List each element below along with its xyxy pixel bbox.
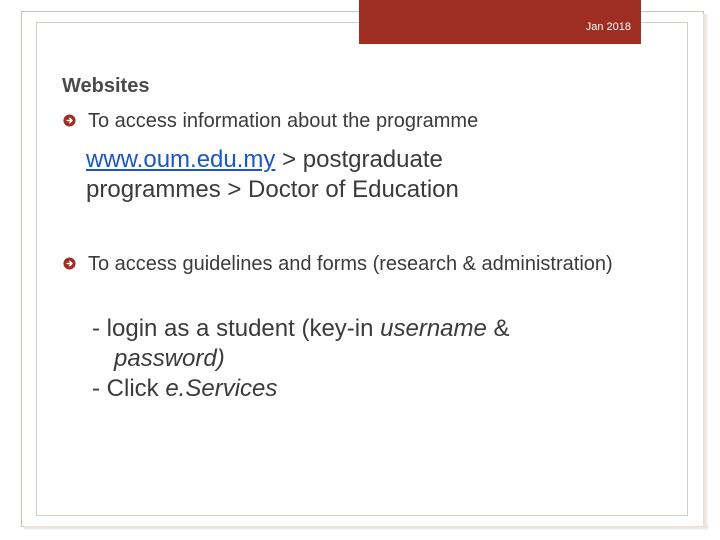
step1-prefix: - login as a student (key-in (92, 315, 381, 342)
step1-suffix: & (486, 315, 510, 342)
bullet-access-guidelines-text: To access guidelines and forms (research & administration) (88, 253, 613, 275)
step1-username: username (380, 315, 487, 342)
arrow-circle-right-icon (63, 257, 76, 270)
frame-shadow-bottom (24, 526, 708, 530)
login-steps (92, 314, 652, 404)
slide-heading: Websites (62, 75, 150, 97)
frame-shadow-right (703, 14, 708, 528)
date-tab (359, 0, 641, 44)
date-label: Jan 2018 (585, 21, 631, 33)
path-line1-suffix: > postgraduate (275, 146, 443, 173)
step2-eservices: e.Services (165, 375, 278, 402)
arrow-circle-right-icon (63, 114, 76, 127)
bullet-access-info-text: To access information about the programme (88, 110, 479, 132)
oum-website-link[interactable]: www.oum.edu.my (86, 146, 276, 173)
website-path (86, 145, 606, 205)
path-line2: programmes > Doctor of Education (86, 176, 459, 203)
step2-prefix: - Click (92, 375, 166, 402)
step1-password: password) (114, 345, 225, 372)
